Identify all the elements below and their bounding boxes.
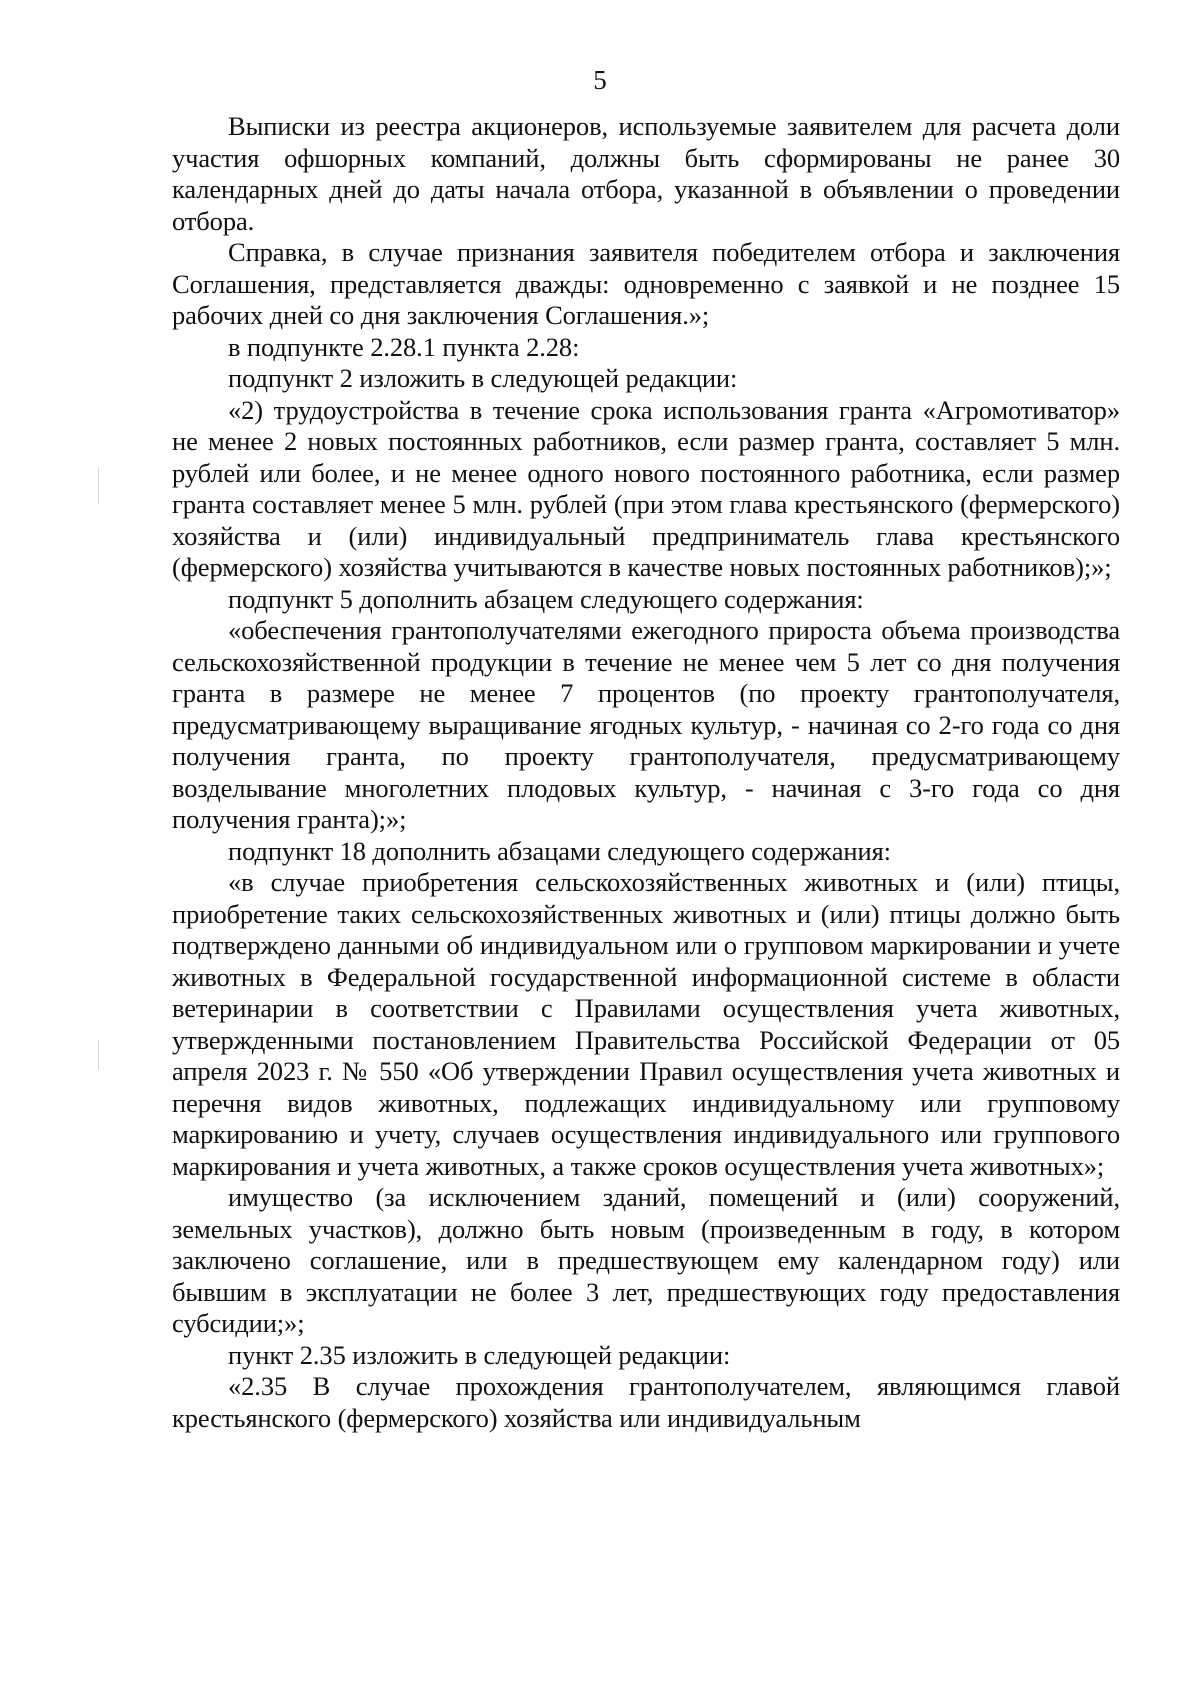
paragraph-production-growth: «обеспечения грантополучателями ежегодного прироста объема производства сельскохозяйственной продукции в течение не менее чем 5 лет со дня получения гранта в размере не менее 7 процентов (по проекту грантополучателя, предусматривающему выращивание ягодных культур, - начиная со 2-го года со дня получения гранта, по проекту грантополучателя, предусматривающему возделывание многолетних плодовых культур, - начиная с 3-го года со дня получения гранта);»; — [172, 615, 1120, 834]
paragraph-employment-clause: «2) трудоустройства в течение срока использования гранта «Агромотиватор» не менее 2 новых постоянных работников, если размер гранта, составляет 5 млн. рублей или более, и не менее одного нового постоянного работника, если размер гранта составляет менее 5 млн. рублей (при этом глава крестьянского (фермерского) хозяйства и (или) индивидуальный предприниматель глава крестьянского (фермерского) хозяйства учитываются в качестве новых постоянных работников);»; — [172, 394, 1120, 582]
page-number: 5 — [593, 65, 607, 95]
scan-margin-line — [98, 1040, 99, 1070]
paragraph-certificate: Справка, в случае признания заявителя победителем отбора и заключения Соглашения, представляется дважды: одновременно с заявкой и не позднее 15 рабочих дней со дня заключения Соглашения.»; — [172, 237, 1120, 330]
scan-margin-line — [98, 468, 99, 504]
paragraph-animal-marking: «в случае приобретения сельскохозяйственных животных и (или) птицы, приобретение таких сельскохозяйственных животных и (или) птицы должно быть подтверждено данными об индивидуальном или о групповом маркировании и учете животных в Федеральной государственной информационной системе в области ветеринарии в соответствии с Правилами осуществления учета животных, утвержденными постановлением Правительства Российской Федерации от 05 апреля 2023 г. № 550 «Об утверждении Правил осуществления учета животных и перечня видов животных, подлежащих индивидуальному или групповому маркированию и учету, случаев осуществления индивидуального или группового маркирования и учета животных, а также сроков осуществления учета животных»; — [172, 867, 1120, 1181]
paragraph-subclause-5-intro: подпункт 5 дополнить абзацем следующего содержания: — [228, 583, 864, 614]
document-body — [172, 111, 1120, 1434]
paragraph-clause-2-35-intro: пункт 2.35 изложить в следующей редакции: — [228, 1339, 731, 1370]
paragraph-property: имущество (за исключением зданий, помещений и (или) сооружений, земельных участков), должно быть новым (произведенным в году, в котором заключено соглашение, или в предшествующем ему календарном году) или бывшим в эксплуатации не более 3 лет, предшествующих году предоставления субсидии;»; — [172, 1182, 1120, 1338]
paragraph-subclause-18-intro: подпункт 18 дополнить абзацами следующего содержания: — [228, 835, 891, 866]
paragraph-shareholder-register: Выписки из реестра акционеров, используемые заявителем для расчета доли участия офшорных компаний, должны быть сформированы не ранее 30 календарных дней до даты начала отбора, указанной в объявлении о проведении отбора. — [172, 111, 1120, 236]
paragraph-subclause-2-intro: подпункт 2 изложить в следующей редакции: — [228, 363, 738, 393]
paragraph-subclause-2-28-1: в подпункте 2.28.1 пункта 2.28: — [228, 331, 580, 362]
paragraph-clause-2-35: «2.35 В случае прохождения грантополучателем, являющимся главой крестьянского (фермерского) хозяйства или индивидуальным — [172, 1371, 1120, 1433]
